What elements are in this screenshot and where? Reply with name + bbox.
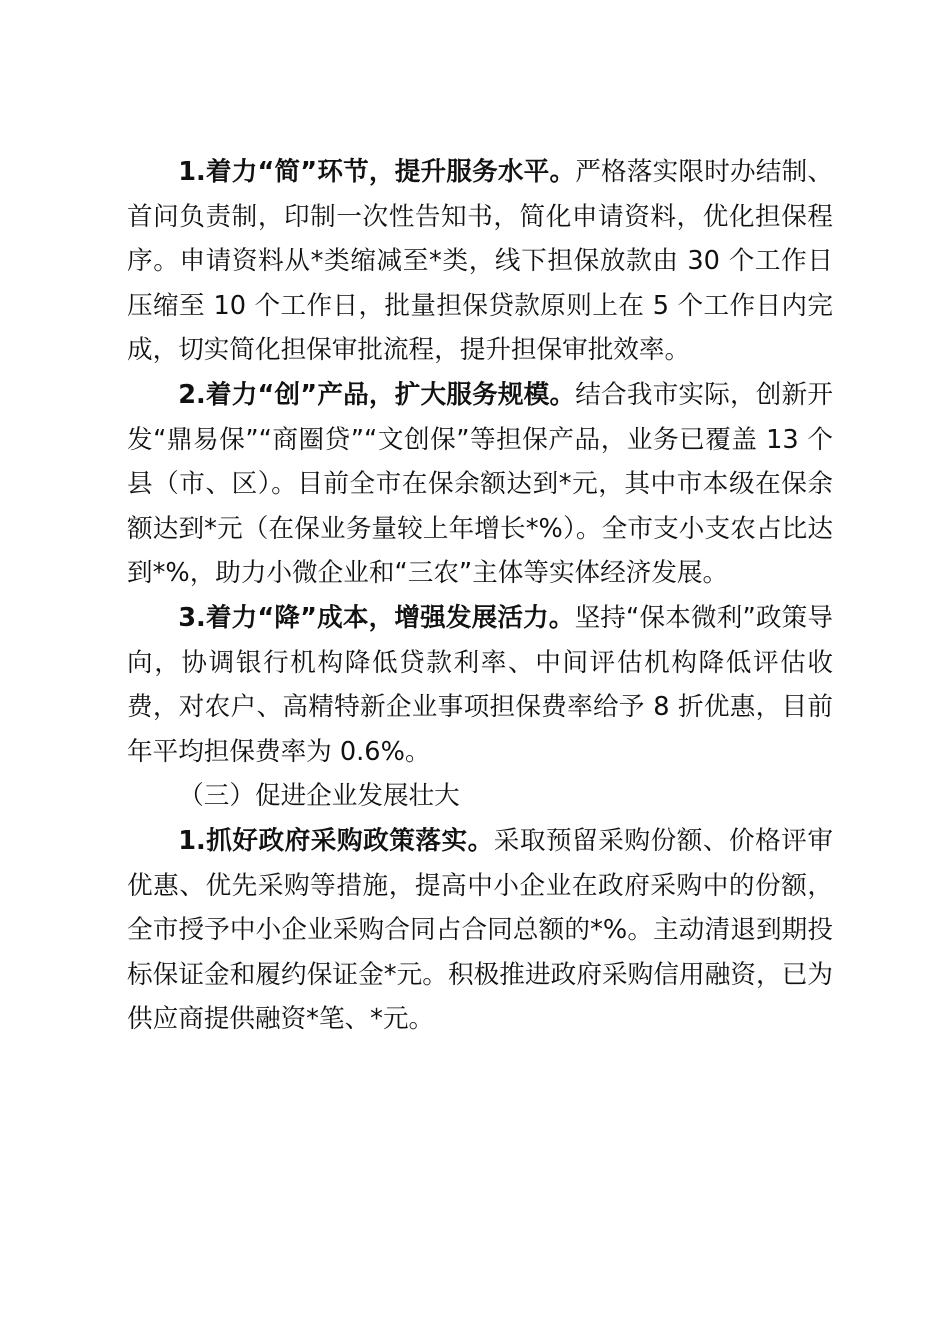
section-heading-text: （三）促进企业发展壮大 — [178, 781, 460, 812]
paragraph-simplify-procedures — [127, 150, 833, 373]
paragraph-body: 坚持“保本微利”政策导向，协调银行机构降低贷款利率、中间评估机构降低评估收费，对农户、高精特新企业事项担保费率给予 8 折优惠，目前年平均担保费率为 0.6%。 — [127, 602, 833, 767]
paragraph-heading: 1.抓好政府采购政策落实。 — [178, 825, 494, 856]
paragraph-body: 严格落实限时办结制、首问负责制，印制一次性告知书，简化申请资料，优化担保程序。申请资料从*类缩减至*类，线下担保放款由 30 个工作日压缩至 10 个工作日，批量担保贷款原则上在 5 个工作日内完成，切实简化担保审批流程，提升担保审批效率。 — [127, 157, 833, 366]
paragraph-heading: 3.着力“降”成本，增强发展活力。 — [178, 602, 575, 633]
document-page — [127, 150, 833, 1042]
paragraph-body: 结合我市实际，创新开发“鼎易保”“商圈贷”“文创保”等担保产品，业务已覆盖 13 个县（市、区）。目前全市在保余额达到*元，其中市本级在保余额达到*元（在保业务量较上年增长*%）。全市支小支农占比达到*%，助力小微企业和“三农”主体等实体经济发展。 — [127, 379, 833, 589]
paragraph-reduce-costs — [127, 596, 833, 774]
paragraph-heading: 2.着力“创”产品，扩大服务规模。 — [178, 379, 576, 410]
paragraph-government-procurement — [127, 819, 833, 1042]
paragraph-body: 采取预留采购份额、价格评审优惠、优先采购等措施，提高中小企业在政府采购中的份额，全市授予中小企业采购合同占合同总额的*%。主动清退到期投标保证金和履约保证金*元。积极推进政府采购信用融资，已为供应商提供融资*笔、*元。 — [127, 825, 833, 1035]
paragraph-innovate-products — [127, 373, 833, 596]
section-heading — [127, 774, 833, 819]
paragraph-heading: 1.着力“简”环节，提升服务水平。 — [178, 157, 576, 187]
